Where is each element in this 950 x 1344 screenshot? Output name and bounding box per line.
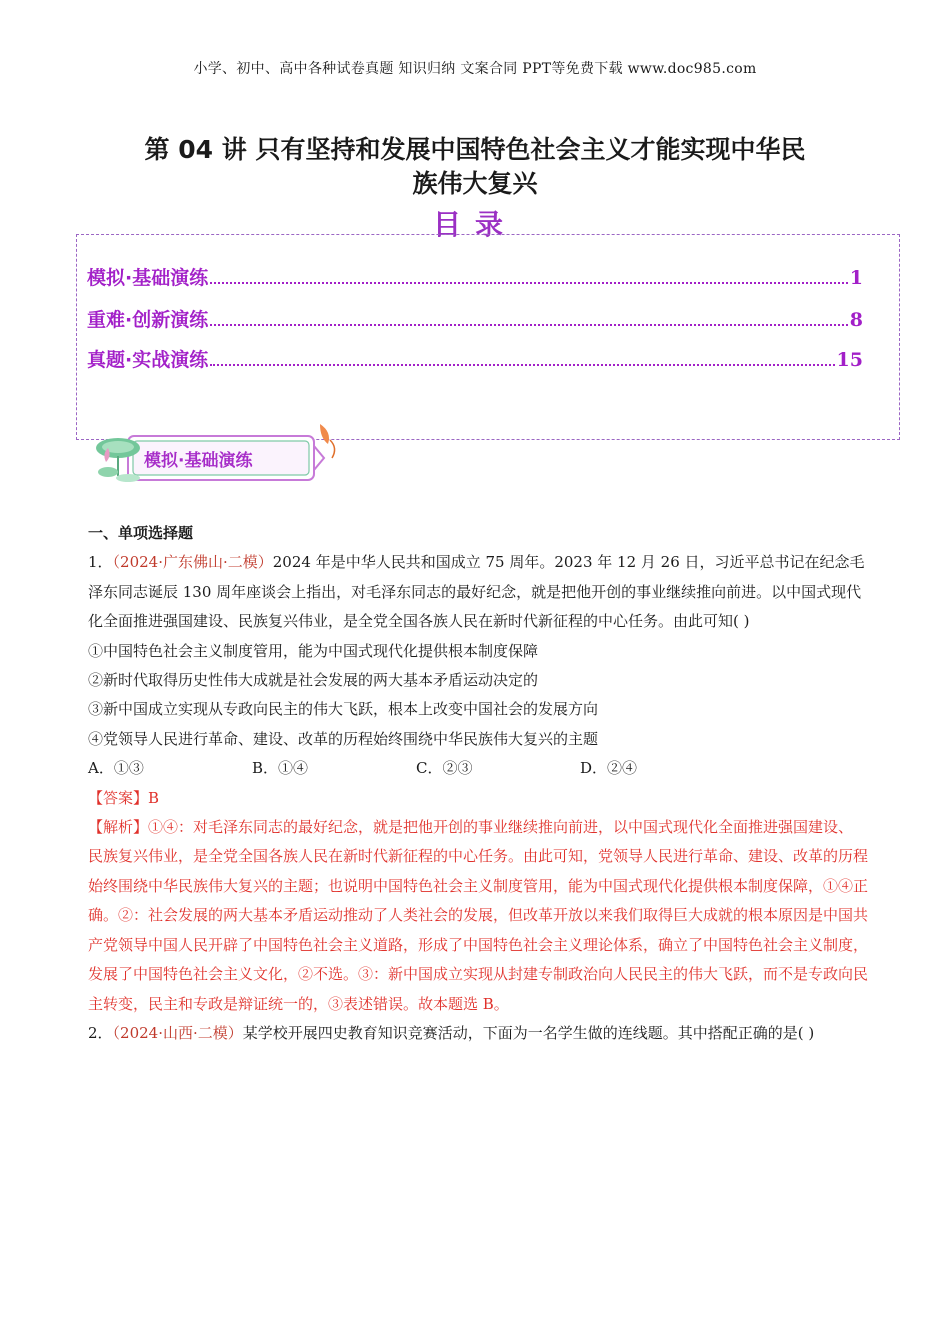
toc-item-innovation[interactable] — [87, 305, 863, 332]
question-source: （2024·广东佛山·二模） — [112, 553, 273, 572]
site-header: 小学、初中、高中各种试卷真题 知识归纳 文案合同 PPT等免费下载 www.doc985.com — [193, 61, 757, 77]
question-2-stem — [88, 1019, 868, 1048]
toc-item-label[interactable]: 重难·创新演练 — [87, 309, 209, 331]
lesson-title-line-2: 族伟大复兴 — [412, 169, 538, 198]
lesson-title-line-1: 第 04 讲 只有坚持和发展中国特色社会主义才能实现中华民 — [144, 135, 806, 164]
toc-leader-dots — [210, 282, 848, 284]
toc-leader-dots — [210, 324, 848, 326]
toc-item-page[interactable]: 8 — [849, 309, 863, 331]
section-title: 一、单项选择题 — [88, 524, 194, 542]
toc-item-label[interactable]: 模拟·基础演练 — [87, 267, 209, 289]
answer-label: 【答案】 — [88, 788, 149, 807]
section-banner — [92, 418, 342, 486]
option-c: C．②③ — [416, 759, 473, 778]
analysis-text: ①④：对毛泽东同志的最好纪念，就是把他开创的事业继续推向前进，以中国式现代化全面推进强国建设、民族复兴伟业，是全党全国各族人民在新时代新征程的中心任务。由此可知，党领导人民进行革命、建设、改革的历程始终围绕中华民族伟大复兴的主题；也说明中国特色社会主义制度管用，能为中国式现代化提供根本制度保障，①④正确。②：社会发展的两大基本矛盾运动推动了人类社会的发展，但改革开放以来我们取得巨大成就的根本原因是中国共产党领导中国人民开辟了中国特色社会主义道路，形成了中国特色社会主义理论体系，确立了中国特色社会主义制度，发展了中国特色社会主义文化，②不选。③：新中国成立实现从封建专制政治向人民民主的伟大飞跃，而不是专政向民主转变，民主和专政是辩证统一的，③表述错误。故本题选 B。 — [88, 818, 869, 1013]
lesson-title — [80, 133, 870, 201]
toc-item-label[interactable]: 真题·实战演练 — [87, 349, 209, 371]
analysis-paragraph — [88, 813, 868, 1019]
question-number: 1． — [88, 553, 113, 572]
answer-value: B — [148, 788, 160, 807]
toc-item-real-exam[interactable] — [87, 345, 863, 372]
toc-leader-dots — [210, 364, 834, 366]
statement-3: ③新中国成立实现从专政向民主的伟大飞跃，根本上改变中国社会的发展方向 — [88, 700, 599, 719]
question-source: （2024·山西·二模） — [112, 1023, 243, 1042]
analysis-label: 【解析】 — [88, 818, 149, 837]
answer-options — [88, 754, 868, 783]
question-text: 某学校开展四史教育知识竞赛活动，下面为一名学生做的连线题。其中搭配正确的是( ) — [242, 1023, 815, 1042]
statement-1: ①中国特色社会主义制度管用，能为中国式现代化提供根本制度保障 — [88, 641, 539, 660]
option-a: A．①③ — [88, 759, 144, 778]
question-1-stem — [88, 548, 868, 636]
question-number: 2． — [88, 1023, 113, 1042]
question-content — [88, 519, 868, 1048]
toc-heading: 目录 — [432, 208, 517, 241]
option-d: D．②④ — [580, 759, 638, 778]
option-b: B．①④ — [252, 759, 309, 778]
statement-2: ②新时代取得历史性伟大成就是社会发展的两大基本矛盾运动决定的 — [88, 671, 539, 690]
statement-4: ④党领导人民进行革命、建设、改革的历程始终围绕中华民族伟大复兴的主题 — [88, 729, 599, 748]
banner-label: 模拟·基础演练 — [144, 451, 253, 471]
table-of-contents — [76, 234, 900, 440]
toc-item-page[interactable]: 1 — [849, 267, 863, 289]
toc-item-basic[interactable] — [87, 263, 863, 290]
question-text: 2024 年是中华人民共和国成立 75 周年。2023 年 12 月 26 日，习近平总书记在纪念毛泽东同志诞辰 130 周年座谈会上指出，对毛泽东同志的最好纪念，就是把他开创的事业继续推向前进。以中国式现代化全面推进强国建设、民族复兴伟业，是全党全国各族人民在新时代新征程的中心任务。由此可知( ) — [88, 553, 865, 631]
answer-line — [88, 784, 868, 813]
toc-item-page[interactable]: 15 — [836, 349, 863, 371]
